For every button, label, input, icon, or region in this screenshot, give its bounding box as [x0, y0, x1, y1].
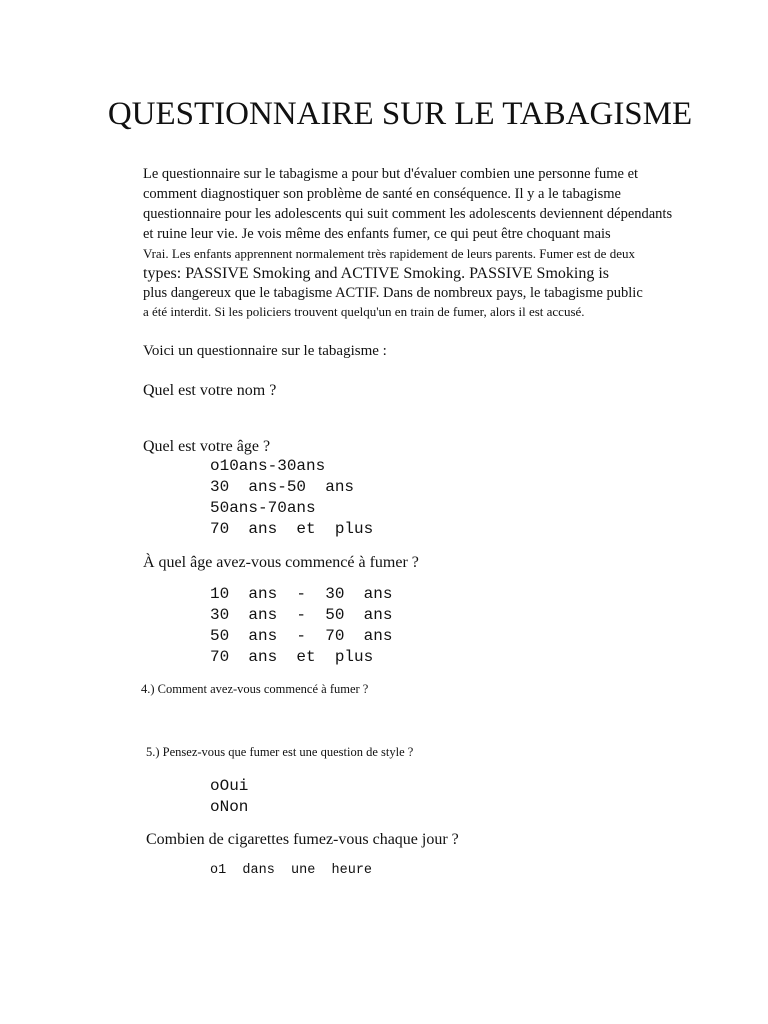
intro-line: questionnaire pour les adolescents qui suit comment les adolescents deviennent dépendants: [143, 206, 673, 222]
question-age: Quel est votre âge ?: [143, 438, 271, 455]
start-age-option[interactable]: 10 ans - 30 ans: [210, 585, 393, 603]
intro-line: Vrai. Les enfants apprennent normalement très rapidement de leurs parents. Fumer est de deux: [143, 246, 635, 261]
intro-line: types: PASSIVE Smoking and ACTIVE Smoking. PASSIVE Smoking is: [143, 265, 610, 282]
start-age-option[interactable]: 30 ans - 50 ans: [210, 606, 393, 624]
style-option-no[interactable]: oNon: [210, 798, 249, 816]
intro-line: comment diagnostiquer son problème de santé en conséquence. Il y a le tabagisme: [143, 186, 621, 202]
document-title: QUESTIONNAIRE SUR LE TABAGISME: [107, 96, 693, 132]
intro-line: plus dangereux que le tabagisme ACTIF. Dans de nombreux pays, le tabagisme public: [143, 285, 643, 301]
intro-line: a été interdit. Si les policiers trouvent quelqu'un en train de fumer, alors il est accusé.: [143, 304, 585, 319]
question-start-age: À quel âge avez-vous commencé à fumer ?: [143, 554, 419, 571]
intro-line: et ruine leur vie. Je vois même des enfants fumer, ce qui peut être choquant mais: [143, 226, 611, 242]
age-option[interactable]: 70 ans et plus: [210, 520, 374, 538]
style-option-yes[interactable]: oOui: [210, 777, 249, 795]
start-age-option[interactable]: 50 ans - 70 ans: [210, 627, 393, 645]
age-option[interactable]: 50ans-70ans: [210, 499, 316, 517]
question-name: Quel est votre nom ?: [143, 382, 277, 399]
cigarettes-option[interactable]: o1 dans une heure: [210, 863, 373, 878]
question-cigarettes: Combien de cigarettes fumez-vous chaque jour ?: [146, 831, 459, 848]
question-how-started: 4.) Comment avez-vous commencé à fumer ?: [141, 682, 369, 696]
age-option[interactable]: 30 ans-50 ans: [210, 478, 355, 496]
questionnaire-lead-in: Voici un questionnaire sur le tabagisme :: [143, 343, 387, 359]
start-age-option[interactable]: 70 ans et plus: [210, 648, 374, 666]
question-style: 5.) Pensez-vous que fumer est une question de style ?: [146, 745, 414, 759]
age-option[interactable]: o10ans-30ans: [210, 457, 326, 475]
intro-line: Le questionnaire sur le tabagisme a pour but d'évaluer combien une personne fume et: [143, 166, 639, 182]
